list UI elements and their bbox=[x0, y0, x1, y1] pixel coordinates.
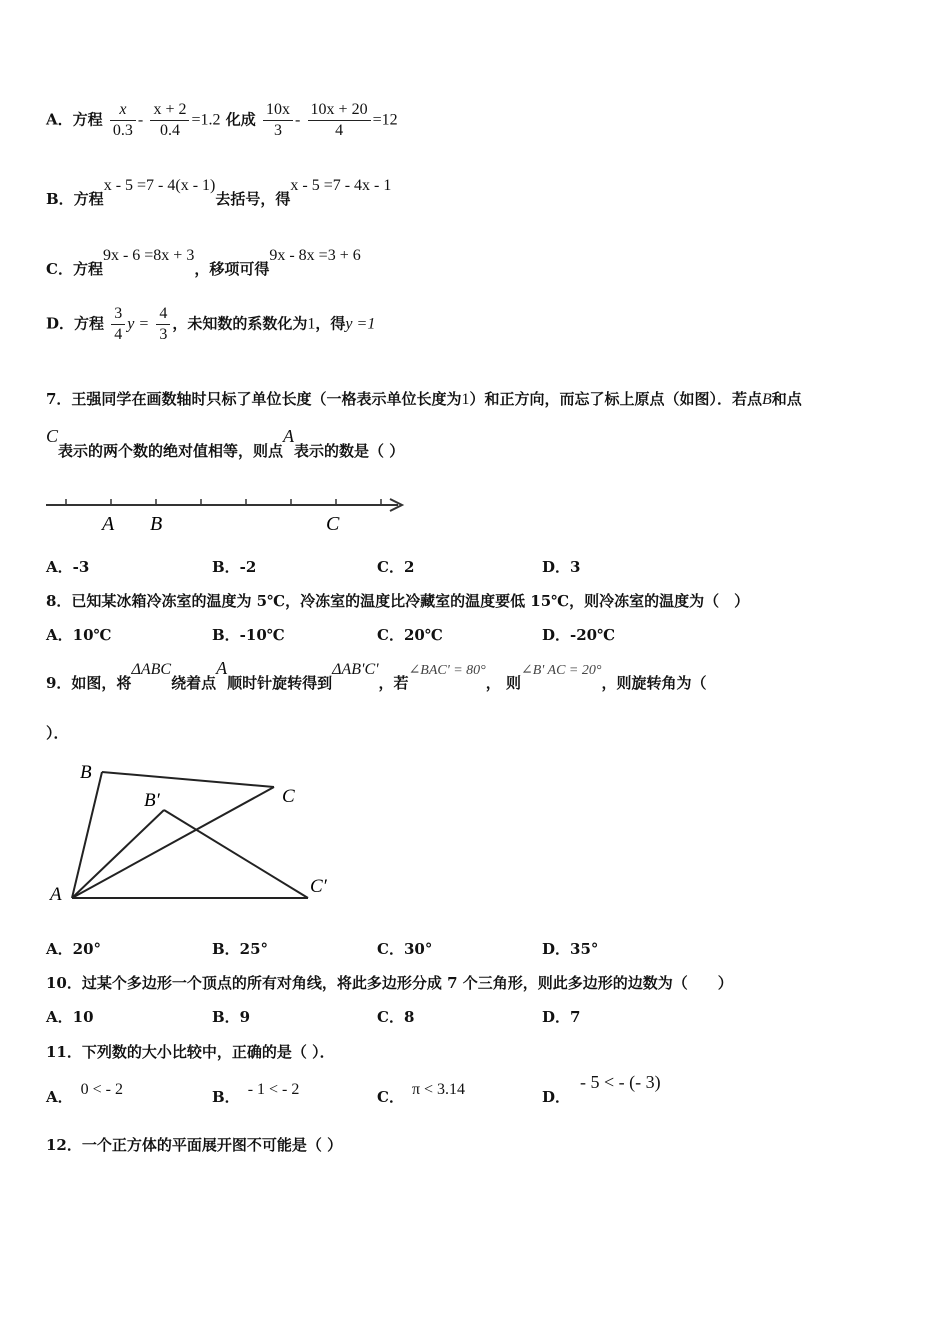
q7-stem-line1: 7．王强同学在画数轴时只标了单位长度（一格表示单位长度为1）和正方向，而忘了标上原点（如图）．若点B和点 bbox=[46, 390, 802, 408]
q6-option-b: B．方程x - 5 =7 - 4(x - 1)去括号，得x - 5 =7 - 4x - 1 bbox=[46, 177, 392, 208]
vertex-label-b-prime: B′ bbox=[144, 790, 160, 811]
q8-option-b: B．-10℃ bbox=[212, 626, 285, 644]
q8-option-c: C．20℃ bbox=[377, 626, 443, 644]
vertex-label-a: A bbox=[50, 884, 62, 905]
q11-stem: 11．下列数的大小比较中，正确的是（ ）． bbox=[46, 1043, 335, 1061]
q8-option-d: D．-20℃ bbox=[542, 626, 616, 644]
q8-option-a: A．10℃ bbox=[46, 626, 112, 644]
q9-stem-line2: ）． bbox=[46, 724, 69, 742]
q9-option-b: B．25° bbox=[212, 940, 269, 958]
segment-ac bbox=[72, 787, 274, 898]
fraction: $\frac{x}{0.3}$ bbox=[110, 100, 136, 141]
fraction: $\frac{10x + 20}{4}$ bbox=[308, 100, 371, 141]
q9-option-d: D．35° bbox=[542, 940, 599, 958]
q7-option-b: B．-2 bbox=[212, 558, 257, 576]
q9-stem-line1: 9．如图，将ΔABC绕着点A顺时针旋转得到ΔAB'C'，若∠BAC' = 80°， 则∠B' AC = 20°，则旋转角为（ bbox=[46, 658, 707, 692]
q11-option-c: C． π < 3.14 bbox=[377, 1081, 466, 1106]
q10-option-d: D．7 bbox=[542, 1008, 581, 1026]
q6-option-d: D．方程 $\frac{3}{4}$ y = $\frac{4}{3}$ ，未知数的系数化为1，得y =1 bbox=[46, 305, 376, 343]
q8-stem: 8．已知某冰箱冷冻室的温度为 5℃，冷冻室的温度比冷藏室的温度要低 15℃，则冷冻室的温度为（ ） bbox=[46, 592, 750, 610]
rotation-triangle-figure bbox=[44, 758, 344, 908]
fraction: $\frac{x + 2}{0.4}$ bbox=[150, 100, 189, 141]
q6-option-a: A．方程 $\frac{x}{0.3}$ - $\frac{x + 2}{0.4}$ =1.2 化成 $\frac{10x}{3}$ - $\frac{10x + 20}{4}$ =12 bbox=[46, 101, 398, 139]
q7-option-d: D．3 bbox=[542, 558, 581, 576]
q10-stem: 10．过某个多边形一个顶点的所有对角线，将此多边形分成 7 个三角形，则此多边形的边数为（ ） bbox=[46, 974, 733, 992]
vertex-label-c-prime: C′ bbox=[310, 876, 327, 897]
number-line-figure bbox=[40, 488, 410, 538]
segment-bc bbox=[102, 772, 274, 787]
q7-stem-line2: C表示的两个数的绝对值相等，则点A表示的数是（ ） bbox=[46, 426, 405, 460]
q11-option-a: A． 0 < - 2 bbox=[46, 1081, 123, 1106]
q9-option-c: C．30° bbox=[377, 940, 433, 958]
q12-stem: 12．一个正方体的平面展开图不可能是（ ） bbox=[46, 1136, 343, 1154]
q7-option-a: A．-3 bbox=[46, 558, 90, 576]
segment-b-prime-c-prime bbox=[164, 810, 308, 898]
q10-option-b: B．9 bbox=[212, 1008, 251, 1026]
q10-option-c: C．8 bbox=[377, 1008, 415, 1026]
axis-label-b: B bbox=[150, 513, 163, 535]
q11-option-d: D．- 5 < - (- 3) bbox=[542, 1072, 661, 1106]
q6-option-c: C．方程9x - 6 =8x + 3，移项可得9x - 8x =3 + 6 bbox=[46, 247, 361, 278]
q7-option-c: C．2 bbox=[377, 558, 415, 576]
vertex-label-c: C bbox=[282, 786, 295, 807]
segment-ab bbox=[72, 772, 102, 898]
fraction: $\frac{4}{3}$ bbox=[156, 304, 170, 345]
fraction: $\frac{10x}{3}$ bbox=[263, 100, 293, 141]
q9-option-a: A．20° bbox=[46, 940, 102, 958]
q10-option-a: A．10 bbox=[46, 1008, 94, 1026]
axis-label-c: C bbox=[326, 513, 340, 535]
axis-label-a: A bbox=[102, 513, 115, 535]
fraction: $\frac{3}{4}$ bbox=[111, 304, 125, 345]
vertex-label-b: B bbox=[80, 762, 92, 783]
q11-option-b: B． - 1 < - 2 bbox=[212, 1081, 300, 1106]
